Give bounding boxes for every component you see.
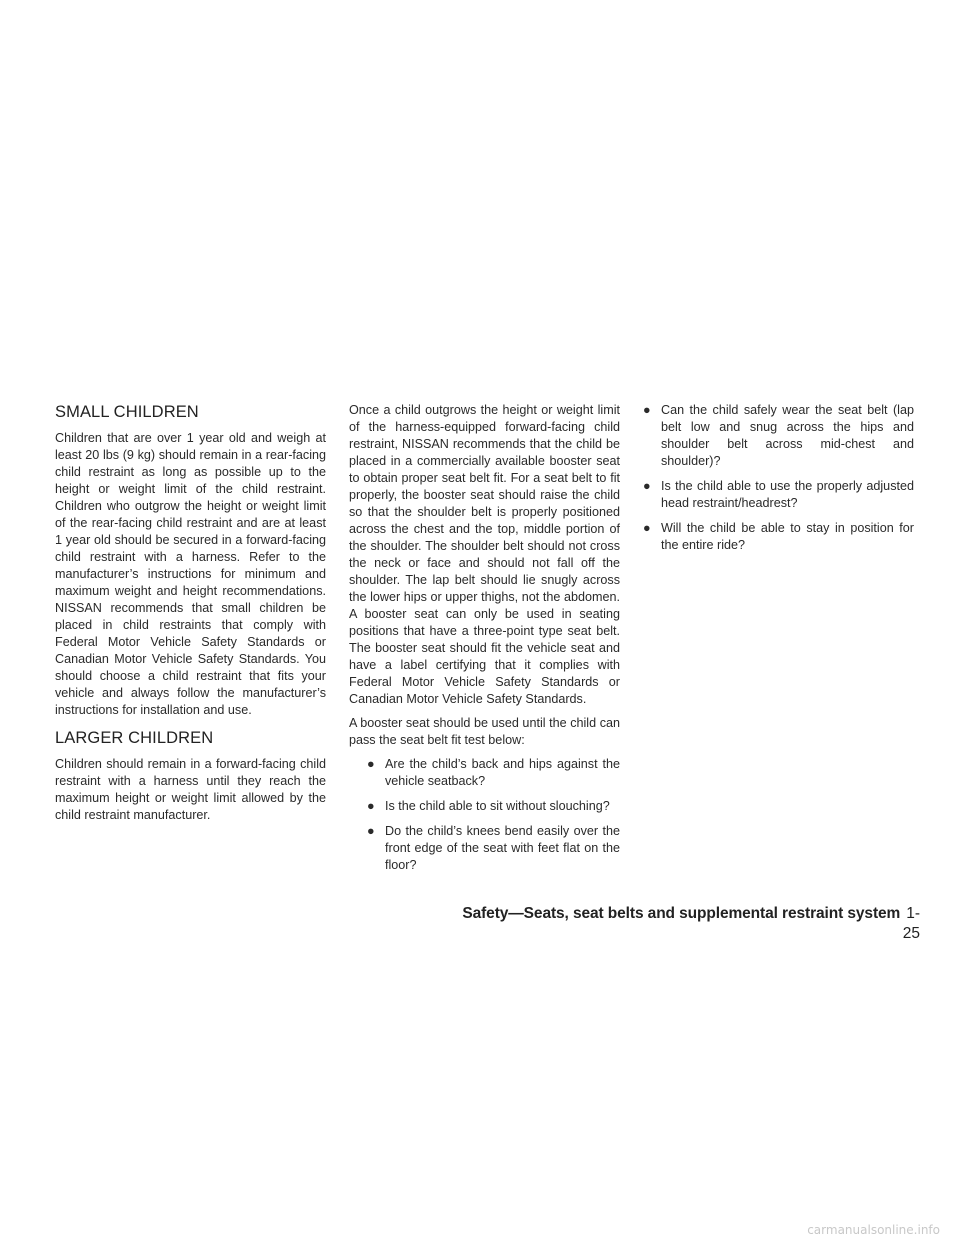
booster-paragraph-2: A booster seat should be used until the child can pass the seat belt fit test below:: [349, 716, 620, 747]
watermark: carmanualsonline.info: [807, 1223, 940, 1237]
small-children-paragraph: Children that are over 1 year old and weigh at least 20 lbs (9 kg) should remain in a rear-facing child restraint as long as possible up to the height or weight limit of the child restraint. Children who outgrow the height or weight limit of the rear-facing child restraint and are at least 1 year old should be secured in a forward-facing child restraint with a harness. Refer to the manufacturer’s instructions for minimum and maximum weight and height recommendations. NISSAN recommends that small children be placed in child restraints that comply with Federal Motor Vehicle Safety Standards or Canadian Motor Vehicle Safety Standards. You should choose a child restraint that fits your vehicle and always follow the manufacturer’s instructions for installation and use.: [55, 431, 326, 717]
heading-small-children: SMALL CHILDREN: [55, 403, 199, 421]
column-right: [643, 402, 914, 562]
bullet-icon: ●: [367, 799, 375, 813]
page-footer: [460, 904, 920, 944]
list-item: [367, 823, 620, 874]
column-middle: [349, 402, 620, 882]
list-item-text: Is the child able to sit without slouching?: [385, 799, 610, 813]
list-item-text: Do the child’s knees bend easily over the front edge of the seat with feet flat on the floor?: [385, 824, 620, 872]
bullet-icon: ●: [643, 521, 651, 535]
list-item: [367, 798, 620, 815]
list-item-text: Can the child safely wear the seat belt (lap belt low and snug across the hips and shoulder belt across mid-chest and shoulder)?: [661, 403, 914, 468]
list-item-text: Will the child be able to stay in position for the entire ride?: [661, 521, 914, 552]
bullet-icon: ●: [367, 757, 375, 771]
list-item-text: Are the child’s back and hips against the vehicle seatback?: [385, 757, 620, 788]
fit-test-list: [367, 756, 620, 874]
heading-larger-children: LARGER CHILDREN: [55, 729, 214, 747]
list-item: [643, 520, 914, 554]
list-item-text: Is the child able to use the properly adjusted head restraint/headrest?: [661, 479, 914, 510]
list-item: [643, 402, 914, 470]
bullet-icon: ●: [367, 824, 375, 838]
fit-test-list-continued: [643, 402, 914, 554]
footer-section-title: Safety—Seats, seat belts and supplemental restraint system: [462, 905, 901, 922]
bullet-icon: ●: [643, 403, 651, 417]
column-left: [55, 402, 326, 833]
page-number: 1-25: [902, 905, 920, 942]
booster-paragraph-1: Once a child outgrows the height or weight limit of the harness-equipped forward-facing child restraint, NISSAN recommends that the child be placed in a commercially available booster seat to obtain proper seat belt fit. For a seat belt to fit properly, the booster seat should raise the child so that the shoulder belt is properly positioned across the chest and the top, middle portion of the shoulder. The shoulder belt should not cross the neck or face and should not fall off the shoulder. The lap belt should lie snugly across the lower hips or upper thighs, not the abdomen. A booster seat can only be used in seating positions that have a three-point type seat belt. The booster seat should fit the vehicle seat and have a label certifying that it complies with Federal Motor Vehicle Safety Standards or Canadian Motor Vehicle Safety Standards.: [349, 403, 620, 706]
list-item: [367, 756, 620, 790]
larger-children-paragraph: Children should remain in a forward-facing child restraint with a harness until they reach the maximum height or weight limit allowed by the child restraint manufacturer.: [55, 757, 326, 822]
list-item: [643, 478, 914, 512]
bullet-icon: ●: [643, 479, 651, 493]
